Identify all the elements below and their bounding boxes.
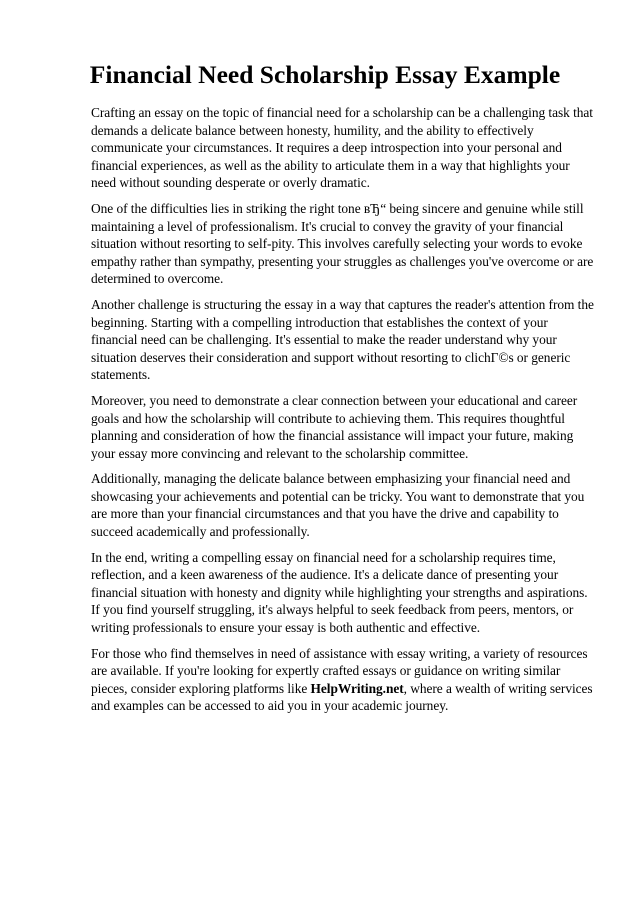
paragraph-7-text-after-link: , where a wealth of writing services and examples can be accessed to aid you in your academic journey. bbox=[91, 680, 593, 714]
document-body bbox=[91, 104, 596, 723]
paragraph-4: Moreover, you need to demonstrate a clear connection between your educational and career goals and how the scholarship will contribute to achieving them. This requires thoughtful planning and consideration of how the financial assistance will impact your future, making your essay more convincing and relevant to the scholarship committee. bbox=[91, 392, 578, 461]
paragraph-5: Additionally, managing the delicate balance between emphasizing your financial need and showcasing your achievements and potential can be tricky. You want to demonstrate that you are more than your financial circumstances and that you have the drive and capability to succeed academically and professionally. bbox=[91, 471, 585, 540]
paragraph-6: In the end, writing a compelling essay on financial need for a scholarship requires time, reflection, and a keen awareness of the audience. It's a delicate dance of presenting your financial situation with honesty and dignity while highlighting your strengths and aspirations. If you find yourself struggling, it's always helpful to seek feedback from peers, mentors, or writing professionals to ensure your essay is both authentic and effective. bbox=[91, 549, 588, 636]
paragraph-7 bbox=[91, 645, 596, 715]
document-title: Financial Need Scholarship Essay Example bbox=[89, 60, 561, 89]
helpwriting-link[interactable]: HelpWriting.net bbox=[310, 680, 404, 696]
paragraph-7-text-before-link: For those who find themselves in need of assistance with essay writing, a variety of resources are available. If you're looking for expertly crafted essays or guidance on writing similar pieces, consider exploring platforms like bbox=[91, 645, 588, 696]
paragraph-1: Crafting an essay on the topic of financial need for a scholarship can be a challenging task that demands a delicate balance between honesty, humility, and the ability to effectively communicate your circumstances. It requires a deep introspection into your personal and financial experiences, as well as the ability to articulate them in a way that highlights your need without sounding desperate or overly dramatic. bbox=[91, 105, 593, 191]
paragraph-3: Another challenge is structuring the essay in a way that captures the reader's attention from the beginning. Starting with a compelling introduction that establishes the context of your financial need can be challenging. It's essential to make the reader understand why your situation deserves their consideration and support without resorting to clichГ©s or generic statements. bbox=[91, 296, 594, 383]
paragraph-2: One of the difficulties lies in striking the right tone вЂ“ being sincere and genuine while still maintaining a level of professionalism. It's crucial to convey the gravity of your financial situation without resorting to self-pity. This involves carefully selecting your words to evoke empathy rather than sympathy, presenting your struggles as challenges you've overcome or are determined to overcome. bbox=[91, 200, 594, 287]
